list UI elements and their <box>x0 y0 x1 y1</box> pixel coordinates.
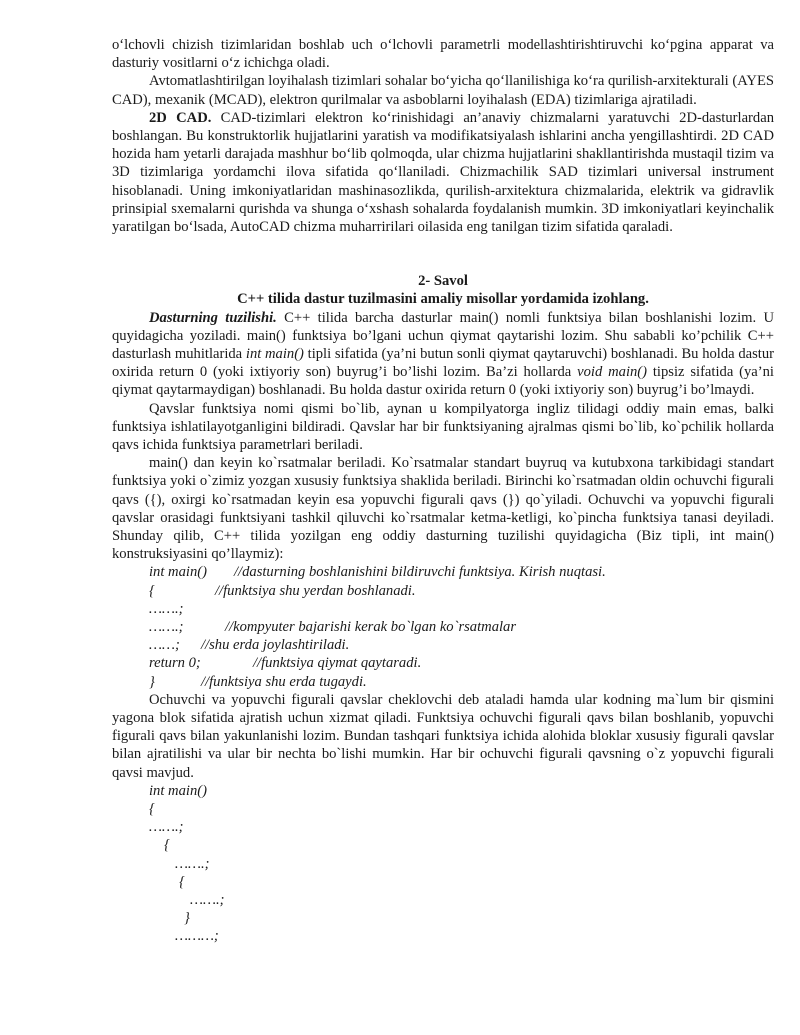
text-span: tipsiz sifatida (ya’ni qiymat qaytarmaydigan) boshlanadi. Bu holda dastur oxirida return 0 (yoki ixtiyoriy son) buyrug’i bo’lmaydi. <box>112 364 774 399</box>
code-line: …….; <box>190 891 225 908</box>
code-line: …….; <box>175 855 210 872</box>
code-text: …….; <box>149 619 184 636</box>
section-subtitle-text: C++ tilida dastur tuzilmasini amaliy misollar yordamida izohlang. <box>237 291 649 308</box>
document-page <box>112 36 774 946</box>
paragraph-structure <box>112 309 774 400</box>
paragraph-delimiters: Ochuvchi va yopuvchi figurali qavslar cheklovchi deb ataladi hamda ular kodning ma`lum bir qismini yagona blok sifatida ajratish uchun xizmat qiladi. Funktsiya ochuvchi figurali qavs bilan boshlanib, yopuvchi figurali qavs bilan yakunlanishi lozim. Bundan tashqari funktsiya ichida alohida bloklar xususiy figurali qavslar bilan ajratilishi va ular bir nechta bo`lishi mumkin. Har bir ochuvchi figurali qavsning o`z yopuvchi figurali qavsi mavjud. <box>112 691 774 781</box>
code-comment: //funktsiya qiymat qaytaradi. <box>253 655 422 672</box>
code-line <box>112 673 774 691</box>
code-comment: //funktsiya shu erda tugaydi. <box>201 673 367 690</box>
paragraph-2d-cad <box>112 109 774 236</box>
code-comment: //kompyuter bajarishi kerak bo`lgan ko`rsatmalar <box>225 619 517 636</box>
section-title <box>112 272 774 290</box>
code-text: return 0; <box>149 655 201 672</box>
code-text: int main() <box>149 564 207 581</box>
code-text: { <box>149 582 155 599</box>
code-text: } <box>149 673 155 690</box>
code-line: int main() <box>149 782 207 799</box>
code-line: { <box>164 837 170 854</box>
paragraph-brackets: Qavslar funktsiya nomi qismi bo`lib, aynan u kompilyatorga ingliz tilidagi oddiy main emas, balki funktsiya ishlatilayotganligini bildiradi. Qavslar har bir funktsiyaning ajralmas qismi bo`lib, ko`pchilik hollarda qavs ichida funktsiya parametrlari beriladi. <box>112 400 774 454</box>
code-line <box>112 654 774 672</box>
code-block-2 <box>112 782 774 946</box>
section-title-text: 2- Savol <box>418 273 468 290</box>
code-block-1 <box>112 563 774 690</box>
code-text: ……; <box>149 637 180 654</box>
code-line <box>112 600 774 618</box>
code-line <box>112 636 774 654</box>
paragraph-1: o‘lchovli chizish tizimlaridan boshlab uch o‘lchovli parametrli modellashtirishtiruvchi ko‘pgina apparat va dasturiy vositlarni o‘z ichichga oladi. <box>112 37 774 72</box>
code-line: { <box>149 801 155 817</box>
text-span: tipli sifatida (ya’ni butun sonli qiymat qaytaruvchi) boshlanadi. Bu holda dastur oxirida return 0 (yoki ixtiyoriy son) buyrug’i bo’lishi lozim. Ba’zi hollarda <box>112 346 774 381</box>
text-span: C++ tilida barcha dasturlar main() nomli funktsiya bilan boshlanishi lozim. U quyidagicha yoziladi. main() funktsiya bo’lgani uchun qiymat qaytarishi lozim. Shu sababli ko’pchilik C++ dasturlash muhitlarida <box>112 309 774 363</box>
code-comment: //dasturning boshlanishini bildiruvchi funktsiya. Kirish nuqtasi. <box>234 564 606 581</box>
code-line: { <box>179 873 185 890</box>
code-line <box>112 563 774 581</box>
code-line: ………; <box>175 928 219 945</box>
code-text: …….; <box>149 600 184 617</box>
code-line <box>112 618 774 636</box>
code-line: …….; <box>149 819 184 836</box>
code-line <box>112 582 774 600</box>
inline-code: int main() <box>245 346 304 363</box>
inline-code: void main() <box>577 364 648 381</box>
paragraph-2: Avtomatlashtirilgan loyihalash tizimlari sohalar bo‘yicha qo‘llanilishiga ko‘ra qurilish-arxitekturali (AYES CAD), mexanik (MCAD), elektron qurilmalar va asboblarni loyihalash (EDA) tizimlariga ajratiladi. <box>112 73 774 108</box>
paragraph-instructions: main() dan keyin ko`rsatmalar beriladi. Ko`rsatmalar standart buyruq va kutubxona tarkibidagi standart funktsiya yoki o`zimiz yozgan xususiy funktsiya shaklida beriladi. Birinchi ko`rsatmadan oldin ochuvchi figurali qavs ({), oxirgi ko`rsatmadan keyin esa yopuvchi figurali qavs (}) qo`yiladi. Ochuvchi va yopuvchi figurali qavslar orasidagi funktsiyani tashkil qiluvchi ko`rsatmalar ketma-ketligi, ko`pincha funktsiya tanasi deyiladi. Shunday qilib, C++ tilida yozilgan eng oddiy dasturning tuzilishi quyidagicha (Biz tipli, int main() konstruksiyasini qo’llaymiz): <box>112 455 774 563</box>
section-subtitle <box>112 290 774 308</box>
paragraph-text: CAD-tizimlari elektron ko‘rinishidagi an’anaviy chizmalarni yaratuvchi 2D-dasturlardan boshlangan. Bu konstruktorlik hujjatlarini yaratish va modifikatsiyalash ishlarini ancha yengillashtirdi. 2D CAD hozida ham yetarli darajada mashhur bo‘lib qolmoqda, ular chizma hujjatlarini shakllantirishda mustaqil tizim va 3D tizimlariga yordamchi ilova sifatida qo‘llaniladi. Chizmachilik SAD tizimlari universal instrument hisoblanadi. Uning imkoniyatlaridan mashinasozlikda, qurilish-arxitektura chizmalarida, elektrik va gidravlik prinsipial sxemalarni qurishda va shunga o‘xshash sohalarda foydalanish mumkin. 3D imkoniyatlari keyinchalik yaratilgan bo‘lsada, AutoCAD chizma muharririlari oilasida eng tanilgan tizim sifatida qaraladi. <box>112 109 774 236</box>
paragraph-heading-italic: Dasturning tuzilishi. <box>149 309 277 326</box>
code-comment: //funktsiya shu yerdan boshlanadi. <box>215 582 416 599</box>
paragraph-heading: 2D CAD. <box>149 109 212 126</box>
code-line: } <box>184 910 190 927</box>
code-comment: //shu erda joylashtiriladi. <box>201 637 350 654</box>
